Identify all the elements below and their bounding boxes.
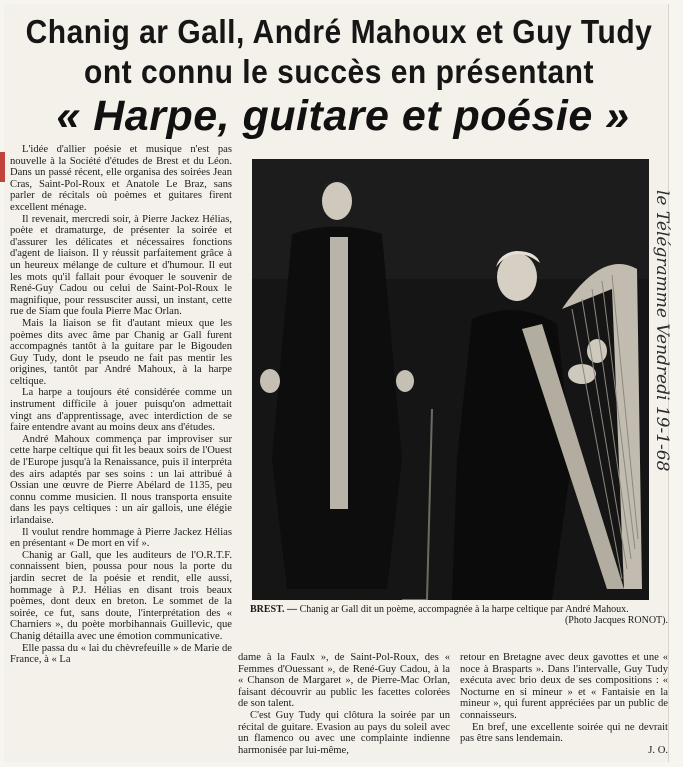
newspaper-clipping <box>4 4 669 762</box>
headline-line-3: « Harpe, guitare et poésie » <box>56 92 630 140</box>
paragraph: Elle passa du « lai du chèvrefeuille » de Marie de France, à « La <box>10 642 232 666</box>
article-column-3 <box>460 652 668 756</box>
paragraph: C'est Guy Tudy qui clôtura la soirée par un récital de guitare. Evasion au pays du soleil avec un flamenco ou avec une complainte indienne harmonisée par lui-même, <box>238 709 450 756</box>
paragraph: La harpe a toujours été considérée comme un instrument difficile à jouer puisqu'on admettait vingt ans d'apprentissage, avec interdiction de se faire entendre avant au moins deux ans d'études. <box>10 387 232 434</box>
article-column-2 <box>238 652 450 756</box>
paragraph: retour en Bretagne avec deux gavottes et une « noce à Brasparts ». Dans l'intervalle, Guy Tudy exécuta avec brio deux de ses compositions : « Nocturne en si mineur » et « Fantaisie en la mineur », qui furent appréciées par un public de connaisseurs. <box>460 652 668 721</box>
caption-text: Chanig ar Gall dit un poème, accompagnée à la harpe celtique par André Mahoux. <box>299 604 629 615</box>
paragraph: Mais la liaison se fit d'autant mieux que les poèmes dits avec âme par Chanig ar Gall furent accompagnés tantôt à la guitare par le Bigouden Guy Tudy, dont le pseudo ne fait pas mentir les origines, tantôt par André Mahoux, à la harpe celtique. <box>10 317 232 387</box>
article-column-1 <box>10 144 232 666</box>
paragraph: Il voulut rendre hommage à Pierre Jackez Hélias en présentant « De mort en vif ». <box>10 526 232 550</box>
handwritten-note <box>650 190 680 570</box>
photo-credit: (Photo Jacques RONOT). <box>564 615 668 626</box>
paragraph: Chanig ar Gall, que les auditeurs de l'O.R.T.F. connaissent bien, poussa pour nous la porte du jardin secret de la poésie et rendit, elle aussi, hommage à P.J. Hélias en disant trois beaux poèmes, dont deux en breton. Le sommet de la soirée, ce fut, sans doute, l'interprétation des « Charniers », du poète morbihannais Guillevic, que Chanig détailla avec une émotion communicative. <box>10 549 232 642</box>
headline-line-2: ont connu le succès en présentant <box>84 54 594 91</box>
red-margin-mark <box>0 152 5 182</box>
handwritten-text: le Télégramme Vendredi 19-1-68 <box>652 190 672 472</box>
author-signature: J. O. <box>648 744 668 756</box>
photo-illustration <box>252 159 649 600</box>
paragraph: Il revenait, mercredi soir, à Pierre Jackez Hélias, poète et dramaturge, de présenter la soirée et d'assurer les délicates et nécessaires fonctions d'agent de liaison. Il y réussit parfaitement grâce à un heureux mélange de culture et d'humour. Il eut les mots qu'il fallait pour évoquer le souvenir de René-Guy Cadou ou celui de Saint-Pol-Roux le magnifique, pour ressusciter aussi, un instant, cette rue de Siam que foula Pierre Mac Orlan. <box>10 213 232 318</box>
photo-caption <box>250 604 668 626</box>
concert-photo <box>252 159 649 600</box>
paragraph: dame à la Faulx », de Saint-Pol-Roux, des « Femmes d'Ouessant », de René-Guy Cadou, à la « Chanson de Margaret », de Pierre-Mac Orlan, faisant découvrir au public les facettes colorées de son talent. <box>238 652 450 710</box>
paragraph: L'idée d'allier poésie et musique n'est pas nouvelle à la Société d'études de Brest et du Léon. Dans un passé récent, elle organisa des soirées Jean Cras, Saint-Pol-Roux et Anatole Le Braz, sans parler de récitals où poèmes et guitares firent excellent ménage. <box>10 144 232 213</box>
headline-line-1: Chanig ar Gall, André Mahoux et Guy Tudy <box>25 14 653 51</box>
caption-lead: BREST. — <box>250 604 298 615</box>
paragraph: André Mahoux commença par improviser sur cette harpe celtique qui fit les beaux soirs de l'Ouest de l'Europe jusqu'à la Renaissance, puis il interpréta des airs adaptés par ses soins : un lai attribué à Ossian une œuvre de Pierre Abélard de 1135, peu connu comme musicien. Il nous transporta ensuite dans les pays celtiques : un air gallois, une élégie irlandaise. <box>10 433 232 526</box>
paragraph: En bref, une excellente soirée qui ne devrait pas être sans lendemain. <box>460 721 668 745</box>
